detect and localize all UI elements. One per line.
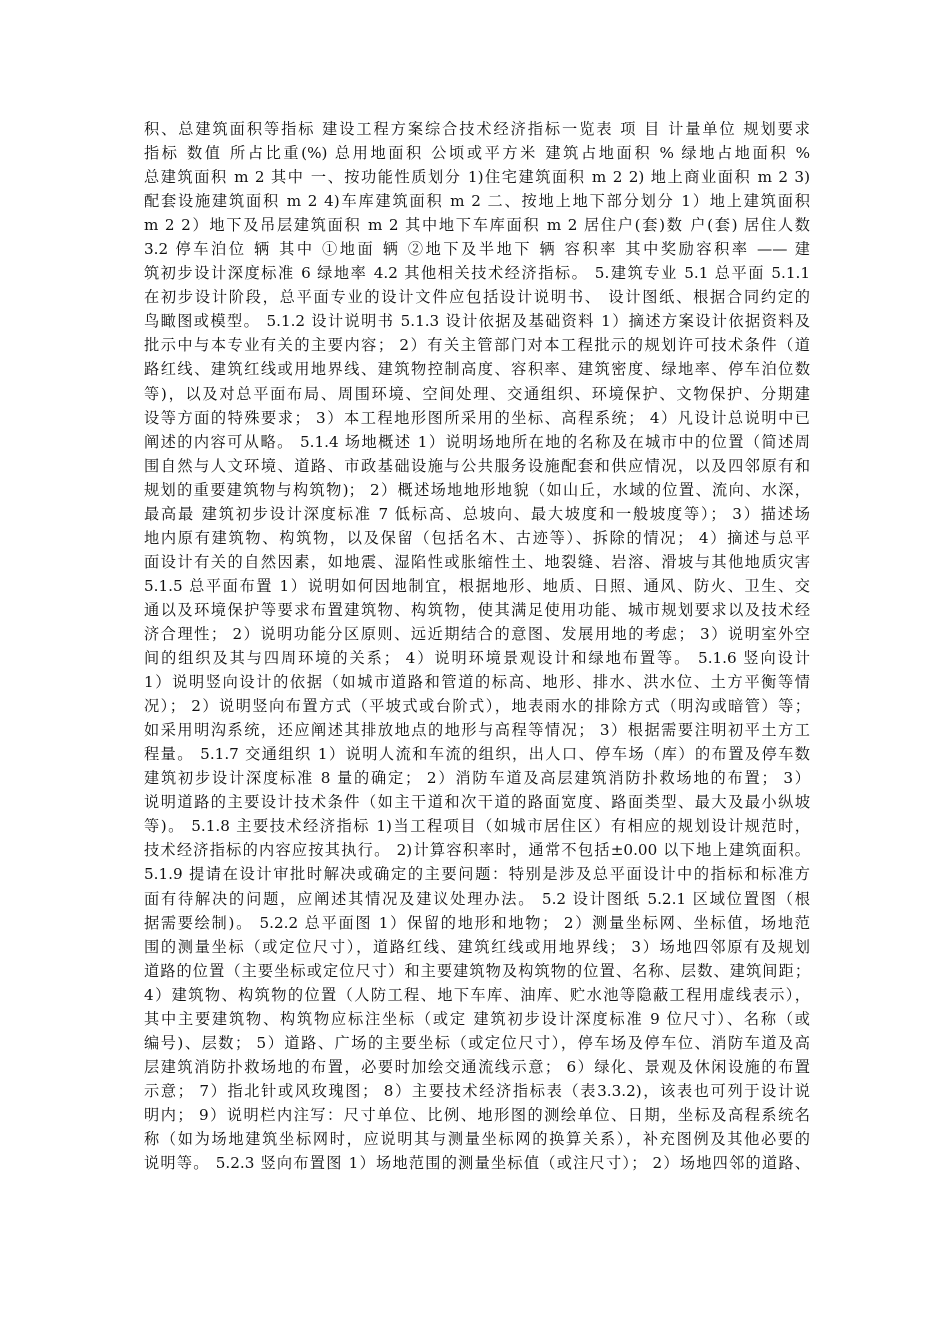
text-line: 配套设施建筑面积 m 2 4)车库建筑面积 m 2 二、按地上地下部分划分 1）地上建筑面积: [144, 192, 810, 211]
text-line: 程量。 5.1.7 交通组织 1）说明人流和车流的组织，出人口、停车场（库）的布置及停车数: [144, 745, 810, 764]
text-line: 设等方面的特殊要求； 3）本工程地形图所采用的坐标、高程系统； 4）凡设计总说明中已: [144, 408, 810, 427]
text-line: 最高最 建筑初步设计深度标准 7 低标高、总坡向、最大坡度和一般坡度等）； 3）描述场: [144, 504, 810, 523]
text-line: 筑初步设计深度标准 6 绿地率 4.2 其他相关技术经济指标。 5.建筑专业 5.1 总平面 5.1.1: [144, 264, 810, 283]
text-line: 鸟瞰图或模型。 5.1.2 设计说明书 5.1.3 设计依据及基础资料 1）摘述方案设计依据资料及: [144, 312, 810, 331]
text-line: 3.2 停车泊位 辆 其中 ①地面 辆 ②地下及半地下 辆 容积率 其中奖励容积率 —— 建: [144, 240, 810, 259]
text-line: 围自然与人文环境、道路、市政基础设施与公共服务设施配套和供应情况，以及四邻原有和: [144, 456, 810, 475]
text-line: 等)。 5.1.8 主要技术经济指标 1)当工程项目（如城市居住区）有相应的规划设计规范时，: [144, 817, 810, 836]
text-line: 4）建筑物、构筑物的位置（人防工程、地下车库、油库、贮水池等隐蔽工程用虚线表示），: [144, 985, 810, 1004]
text-line: 面有待解决的问题，应阐述其情况及建议处理办法。 5.2 设计图纸 5.2.1 区域位置图（根: [144, 889, 810, 908]
text-line: 1）说明竖向设计的依据（如城市道路和管道的标高、地形、排水、洪水位、土方平衡等情: [144, 673, 810, 692]
text-line: 间的组织及其与四周环境的关系； 4）说明环境景观设计和绿地布置等。 5.1.6 竖向设计: [144, 649, 810, 668]
text-line: 道路的位置（主要坐标或定位尺寸）和主要建筑物及构筑物的位置、名称、层数、建筑间距；: [144, 961, 810, 980]
text-line: 积、总建筑面积等指标 建设工程方案综合技术经济指标一览表 项 目 计量单位 规划要求: [144, 120, 810, 138]
body-text: [144, 117, 810, 1175]
text-line: m 2 2）地下及吊层建筑面积 m 2 其中地下车库面积 m 2 居住户(套)数 户(套) 居住人数: [144, 216, 810, 235]
text-line: 称（如为场地建筑坐标网时，应说明其与测量坐标网的换算关系），补充图例及其他必要的: [144, 1129, 810, 1148]
text-line: 阐述的内容可从略。 5.1.4 场地概述 1）说明场地所在地的名称及在城市中的位置（简述周: [144, 432, 810, 451]
text-line: 通以及环境保护等要求布置建筑物、构筑物，使其满足使用功能、城市规划要求以及技术经: [144, 600, 810, 619]
text-line: 在初步设计阶段，总平面专业的设计文件应包括设计说明书、 设计图纸、根据合同约定的: [144, 288, 810, 307]
text-line: 示意； 7）指北针或风玫瑰图； 8）主要技术经济指标表（表3.3.2)，该表也可列于设计说: [144, 1081, 810, 1100]
text-line: 围的测量坐标（或定位尺寸），道路红线、建筑红线或用地界线； 3）场地四邻原有及规划: [144, 937, 810, 956]
text-line: 总建筑面积 m 2 其中 一、按功能性质划分 1)住宅建筑面积 m 2 2) 地上商业面积 m 2 3): [144, 168, 810, 187]
text-line: 况）； 2）说明竖向布置方式（平坡式或台阶式），地表雨水的排除方式（明沟或暗管）等；: [144, 697, 810, 716]
text-line: 面设计有关的自然因素，如地震、湿陷性或胀缩性土、地裂缝、岩溶、滑坡与其他地质灾害: [144, 552, 810, 571]
text-line: 说明道路的主要设计技术条件（如主干道和次干道的路面宽度、路面类型、最大及最小纵坡: [144, 793, 810, 812]
text-line: 路红线、建筑红线或用地界线、建筑物控制高度、容积率、建筑密度、绿地率、停车泊位数: [144, 360, 810, 379]
text-line: 明内； 9）说明栏内注写：尺寸单位、比例、地形图的测绘单位、日期，坐标及高程系统名: [144, 1105, 810, 1124]
text-line: 据需要绘制)。 5.2.2 总平面图 1）保留的地形和地物； 2）测量坐标网、坐标值，场地范: [144, 913, 810, 932]
text-line: 指标 数值 所占比重(%) 总用地面积 公顷或平方米 建筑占地面积 % 绿地占地面积 %: [144, 144, 810, 163]
text-line: 其中主要建筑物、构筑物应标注坐标（或定 建筑初步设计深度标准 9 位尺寸）、名称（或: [144, 1009, 810, 1028]
text-line: 济合理性； 2）说明功能分区原则、远近期结合的意图、发展用地的考虑； 3）说明室外空: [144, 624, 810, 643]
text-line: 建筑初步设计深度标准 8 量的确定； 2）消防车道及高层建筑消防扑救场地的布置； 3）: [144, 769, 810, 788]
text-line: 5.1.9 提请在设计审批时解决或确定的主要问题：特别是涉及总平面设计中的指标和标准方: [144, 865, 810, 884]
text-line: 地内原有建筑物、构筑物，以及保留（包括名木、古迹等）、拆除的情况； 4）摘述与总平: [144, 528, 810, 547]
text-line: 等)，以及对总平面布局、周围环境、空间处理、交通组织、环境保护、文物保护、分期建: [144, 384, 810, 403]
text-line: 技术经济指标的内容应按其执行。 2)计算容积率时，通常不包括±0.00 以下地上建筑面积。: [144, 841, 810, 860]
text-line: 如采用明沟系统，还应阐述其排放地点的地形与高程等情况； 3）根据需要注明初平土方工: [144, 721, 810, 740]
text-line: 批示中与本专业有关的主要内容； 2）有关主管部门对本工程批示的规划许可技术条件（道: [144, 336, 810, 355]
text-line: 5.1.5 总平面布置 1）说明如何因地制宜，根据地形、地质、日照、通风、防火、卫生、交: [144, 576, 810, 595]
text-line: 规划的重要建筑物与构筑物)； 2）概述场地地形地貌（如山丘，水域的位置、流向、水深，: [144, 480, 810, 499]
text-line: 层建筑消防扑救场地的布置，必要时加绘交通流线示意； 6）绿化、景观及休闲设施的布置: [144, 1057, 810, 1076]
text-line: 说明等。 5.2.3 竖向布置图 1）场地范围的测量坐标值（或注尺寸）； 2）场地四邻的道路、: [144, 1154, 810, 1173]
text-line: 编号)、层数； 5）道路、广场的主要坐标（或定位尺寸），停车场及停车位、消防车道及高: [144, 1033, 810, 1052]
